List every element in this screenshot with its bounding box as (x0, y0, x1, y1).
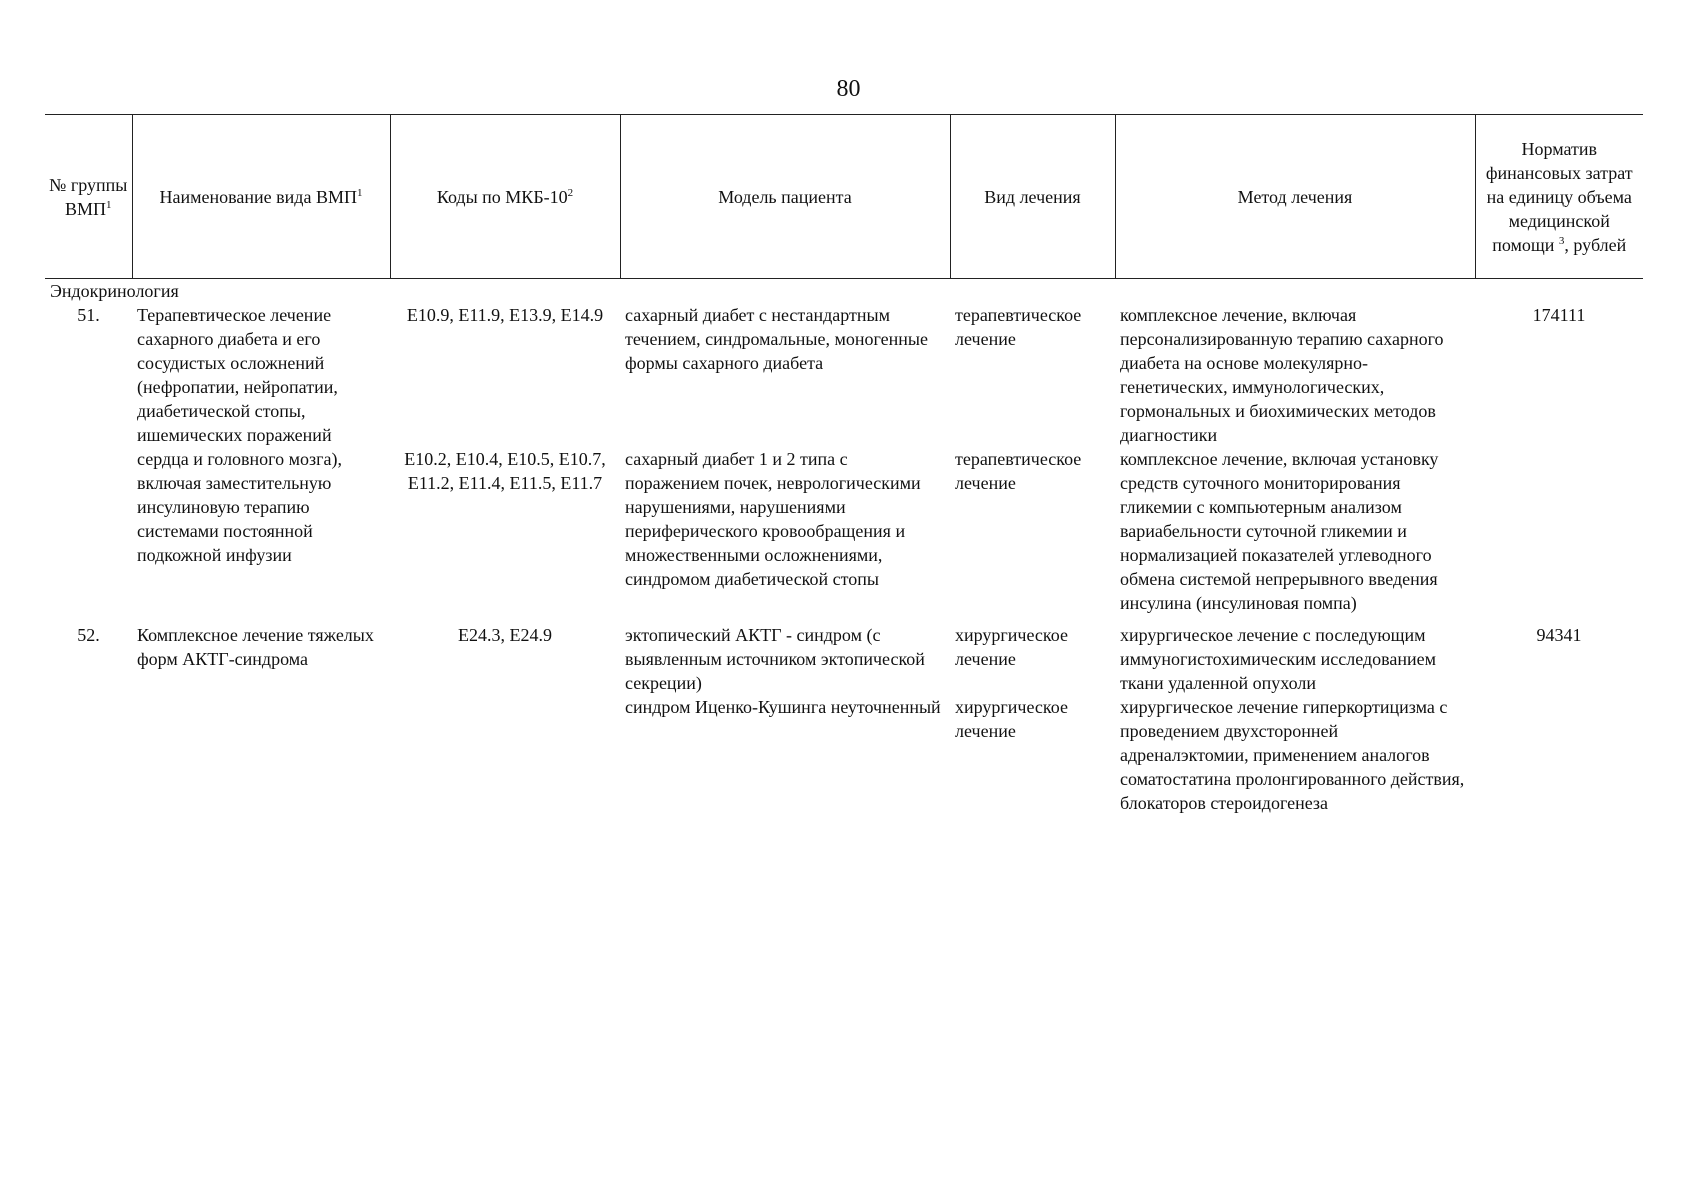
treatment-method: комплексное лечение, включая персонализированную терапию сахарного диабета на основе молекулярно-генетических, иммунологических, гормональных и биохимических методов диагностики (1120, 305, 1444, 445)
patient-model: синдром Иценко-Кушинга неуточненный (625, 697, 941, 717)
header-norm: Норматив финансовых затрат на единицу объема медицинской помощи $^3$, рублей (1475, 115, 1643, 279)
treatment-method: комплексное лечение, включая установку средств суточного мониторирования гликемии с компьютерным анализом вариабельности суточной гликемии и нормализацией показателей углеводного обмена системой непрерывного введения инсулина (инсулиновая помпа) (1120, 449, 1439, 613)
cost-norm: 174111 (1532, 305, 1586, 325)
icd-codes: E10.2, E10.4, E10.5, E10.7, E11.2, E11.4, E11.5, E11.7 (404, 449, 606, 493)
treatment-method: хирургическое лечение гиперкортицизма с проведением двухсторонней адреналэктомии, применением аналогов соматостатина пролонгированного действия, блокаторов стероидогенеза (1120, 697, 1465, 813)
icd-codes: E10.9, E11.9, E13.9, E14.9 (406, 305, 604, 325)
treatment-type: хирургическое лечение (955, 697, 1068, 741)
group-number: 51. (77, 305, 100, 325)
header-method: Метод лечения (1115, 115, 1475, 279)
section-row (45, 279, 1643, 304)
header-group-no: № группы ВМП$^1$ (45, 115, 132, 279)
treatment-type: хирургическое лечение (955, 625, 1068, 669)
section-title: Эндокринология (50, 281, 179, 301)
patient-model: сахарный диабет с нестандартным течением, синдромальные, моногенные формы сахарного диабета (625, 305, 928, 373)
page-number: 80 (836, 76, 861, 102)
vmp-name: Терапевтическое лечение сахарного диабета и его сосудистых осложнений (нефропатии, нейропатии, диабетической стопы, ишемических поражений сердца и головного мозга), включая заместительную инсулиновую терапию системами постоянной подкожной инфузии (137, 305, 342, 565)
group-number: 52. (77, 625, 100, 645)
icd-codes (390, 695, 620, 815)
icd-codes: E24.3, E24.9 (458, 625, 552, 645)
patient-model: сахарный диабет 1 и 2 типа с поражением почек, неврологическими нарушениями, нарушениями периферического кровообращения и множественными осложнениями, синдромом диабетической стопы (625, 449, 921, 589)
header-codes: Коды по МКБ-$10^2$ (390, 115, 620, 279)
vmp-table (45, 114, 1643, 815)
table-row (45, 615, 1643, 695)
treatment-type: терапевтическое лечение (955, 305, 1082, 349)
cost-norm: 94341 (1536, 625, 1582, 645)
treatment-type: терапевтическое лечение (955, 449, 1082, 493)
header-treatment-type: Вид лечения (950, 115, 1115, 279)
treatment-method: хирургическое лечение с последующим иммуногистохимическим исследованием ткани удаленной опухоли (1120, 625, 1437, 693)
header-name: Наименование вида ВМП$^1$ (132, 115, 390, 279)
patient-model: эктопический АКТГ - синдром (с выявленным источником эктопической секреции) (625, 625, 925, 693)
table-row (45, 303, 1643, 447)
vmp-name: Комплексное лечение тяжелых форм АКТГ-синдрома (137, 625, 374, 669)
header-model: Модель пациента (620, 115, 950, 279)
table-header (45, 115, 1643, 279)
